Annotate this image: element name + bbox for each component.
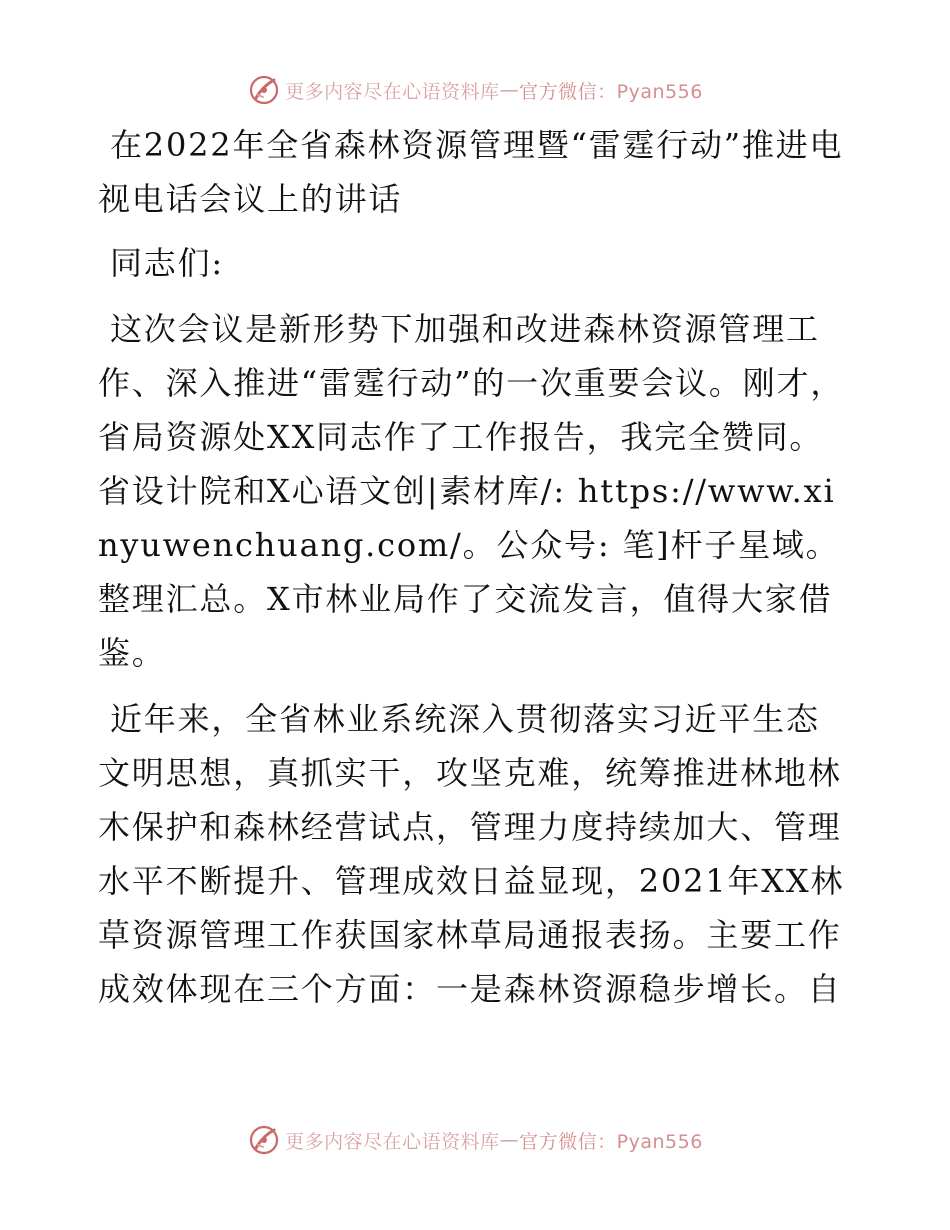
watermark-separator: — (499, 79, 520, 101)
header-watermark (0, 70, 950, 110)
watermark-contact-text: 官方微信：Pyan556 (519, 80, 703, 103)
brush-logo-icon (247, 73, 281, 107)
document-title: 在2022年全省森林资源管理暨“雷霆行动”推进电视电话会议上的讲话 (98, 126, 844, 218)
paragraph-2: 近年来，全省林业系统深入贯彻落实习近平生态文明思想，真抓实干，攻坚克难，统筹推进林地林木保护和森林经营试点，管理力度持续加大、管理水平不断提升、管理成效日益显现，2021年XX林草资源管理工作获国家林草局通报表扬。主要工作成效体现在三个方面：一是森林资源稳步增长。自 (98, 700, 845, 1008)
document-body (98, 118, 850, 1016)
watermark-main-text: 更多内容尽在心语资料库 (285, 80, 500, 103)
watermark-main-text: 更多内容尽在心语资料库 (285, 1130, 500, 1153)
brush-logo-icon (247, 1123, 281, 1157)
footer-watermark (0, 1120, 950, 1160)
watermark-separator: — (499, 1129, 520, 1151)
watermark-contact-text: 官方微信：Pyan556 (519, 1130, 703, 1153)
paragraph-1: 这次会议是新形势下加强和改进森林资源管理工作、深入推进“雷霆行动”的一次重要会议。刚才，省局资源处XX同志作了工作报告，我完全赞同。省设计院和X心语文创|素材库/: https://www.xinyuwenchuang.com/。公众号: 笔]杆子星域。整理汇总。X市林业局作了交流发言，值得大家借鉴。 (98, 310, 845, 672)
salutation: 同志们: (110, 244, 224, 282)
